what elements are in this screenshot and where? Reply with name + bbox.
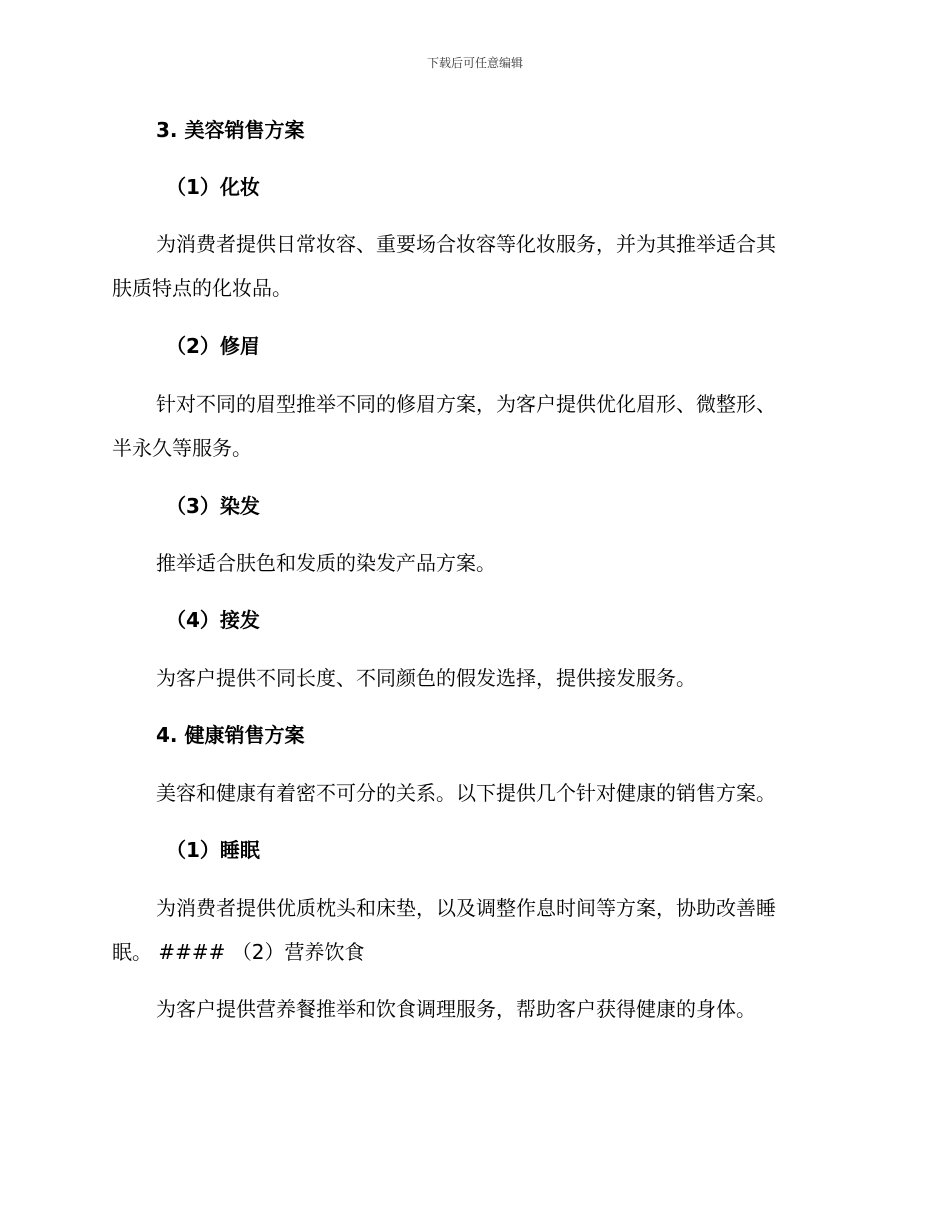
subsection-sleep-heading: （1）睡眠 — [166, 838, 260, 862]
eyebrow-paragraph-line-1: 针对不同的眉型推举不同的修眉方案，为客户提供优化眉形、微整形、 — [156, 392, 776, 416]
eyebrow-paragraph-line-2: 半永久等服务。 — [112, 436, 252, 460]
sleep-paragraph-line-2: 眠。 #### （2）营养饮食 — [112, 940, 365, 964]
nutrition-paragraph: 为客户提供营养餐推举和饮食调理服务，帮助客户获得健康的身体。 — [156, 997, 756, 1021]
subsection-makeup-heading: （1）化妆 — [166, 175, 260, 199]
makeup-paragraph-line-2: 肤质特点的化妆品。 — [112, 276, 292, 300]
subsection-eyebrow-heading: （2）修眉 — [166, 334, 260, 358]
health-intro-paragraph: 美容和健康有着密不可分的关系。以下提供几个针对健康的销售方案。 — [156, 781, 776, 805]
subsection-hair-extension-heading: （4）接发 — [166, 608, 260, 632]
hair-extension-paragraph: 为客户提供不同长度、不同颜色的假发选择，提供接发服务。 — [156, 666, 696, 690]
section-4-heading: 4. 健康销售方案 — [156, 723, 305, 747]
section-3-heading: 3. 美容销售方案 — [156, 118, 305, 142]
makeup-paragraph-line-1: 为消费者提供日常妆容、重要场合妆容等化妆服务，并为其推举适合其 — [156, 232, 776, 256]
sleep-paragraph-line-1: 为消费者提供优质枕头和床垫，以及调整作息时间等方案，协助改善睡 — [156, 896, 776, 920]
page-header: 下载后可任意编辑 — [426, 56, 523, 70]
hair-dye-paragraph: 推举适合肤色和发质的染发产品方案。 — [156, 551, 496, 575]
subsection-hair-dye-heading: （3）染发 — [166, 494, 260, 518]
